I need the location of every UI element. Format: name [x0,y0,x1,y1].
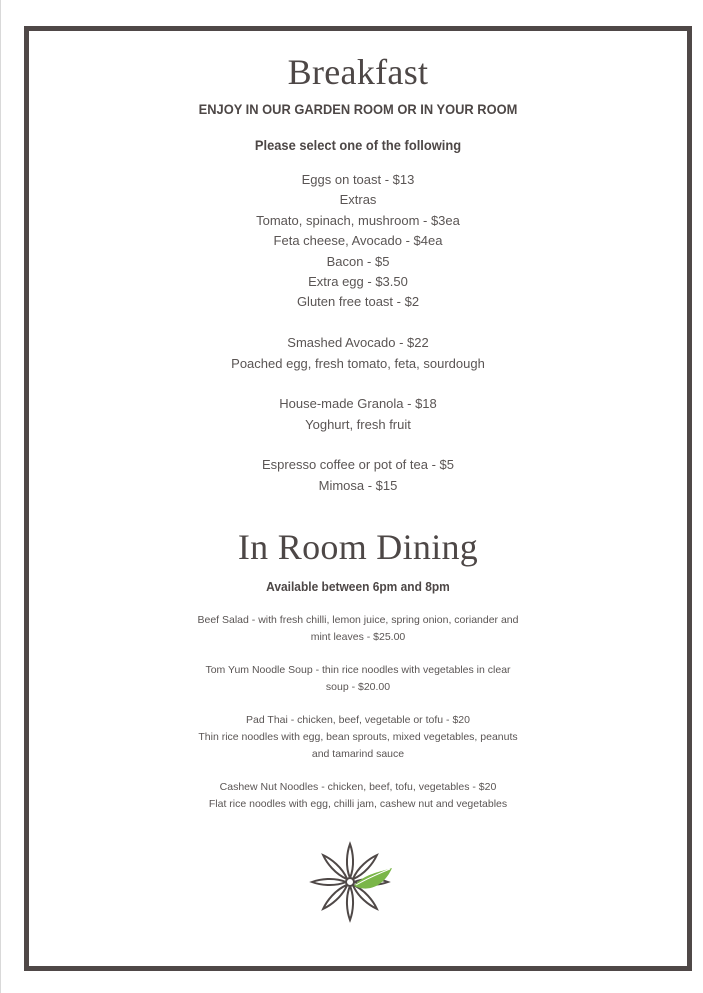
menu-item: Eggs on toast - $13 [301,172,415,187]
menu-item: Smashed Avocado - $22 [287,335,429,351]
list-item [178,779,538,813]
breakfast-subtitle: ENJOY IN OUR GARDEN ROOM OR IN YOUR ROOM [198,101,518,117]
list-item [178,662,538,696]
spacer [29,435,687,455]
item-line: soup - $20.00 [325,681,391,693]
extras-heading: Extras [339,192,377,208]
list-item [178,712,538,763]
spacer [29,374,687,394]
page-edge [0,0,1,993]
select-prompt: Please select one of the following [254,137,462,153]
item-line: Tom Yum Noodle Soup - thin rice noodles with vegetables in clear [205,664,511,676]
item-line: Thin rice noodles with egg, bean sprouts, mixed vegetables, peanuts [198,731,518,743]
menu-item: Tomato, spinach, mushroom - $3ea [256,212,460,228]
item-line: Flat rice noodles with egg, chilli jam, cashew nut and vegetables [208,798,508,810]
availability-text: Available between 6pm and 8pm [266,579,450,594]
spacer [29,313,687,333]
item-line: and tamarind sauce [311,748,405,760]
in-room-dining-items [29,612,687,829]
list-item [178,612,538,646]
in-room-dining-title: In Room Dining [237,527,479,567]
star-anise-leaf-icon [305,837,395,927]
item-line: Cashew Nut Noodles - chicken, beef, tofu, vegetables - $20 [219,781,497,793]
menu-item: Extra egg - $3.50 [308,273,408,289]
menu-item: House-made Granola - $18 [279,396,437,412]
menu-frame [24,26,692,971]
menu-item: Bacon - $5 [326,253,390,269]
item-line: Beef Salad - with fresh chilli, lemon juice, spring onion, coriander and [197,614,519,626]
menu-item: Mimosa - $15 [318,477,398,493]
menu-item: Feta cheese, Avocado - $4ea [273,233,443,249]
menu-item-description: Poached egg, fresh tomato, feta, sourdough [231,355,485,371]
menu-item: Gluten free toast - $2 [296,294,420,310]
breakfast-items [29,170,687,496]
breakfast-title: Breakfast [287,52,429,92]
item-line: mint leaves - $25.00 [310,631,406,643]
item-line: Pad Thai - chicken, beef, vegetable or tofu - $20 [246,714,470,726]
menu-item: Espresso coffee or pot of tea - $5 [262,457,454,473]
menu-item-description: Yoghurt, fresh fruit [305,416,411,432]
